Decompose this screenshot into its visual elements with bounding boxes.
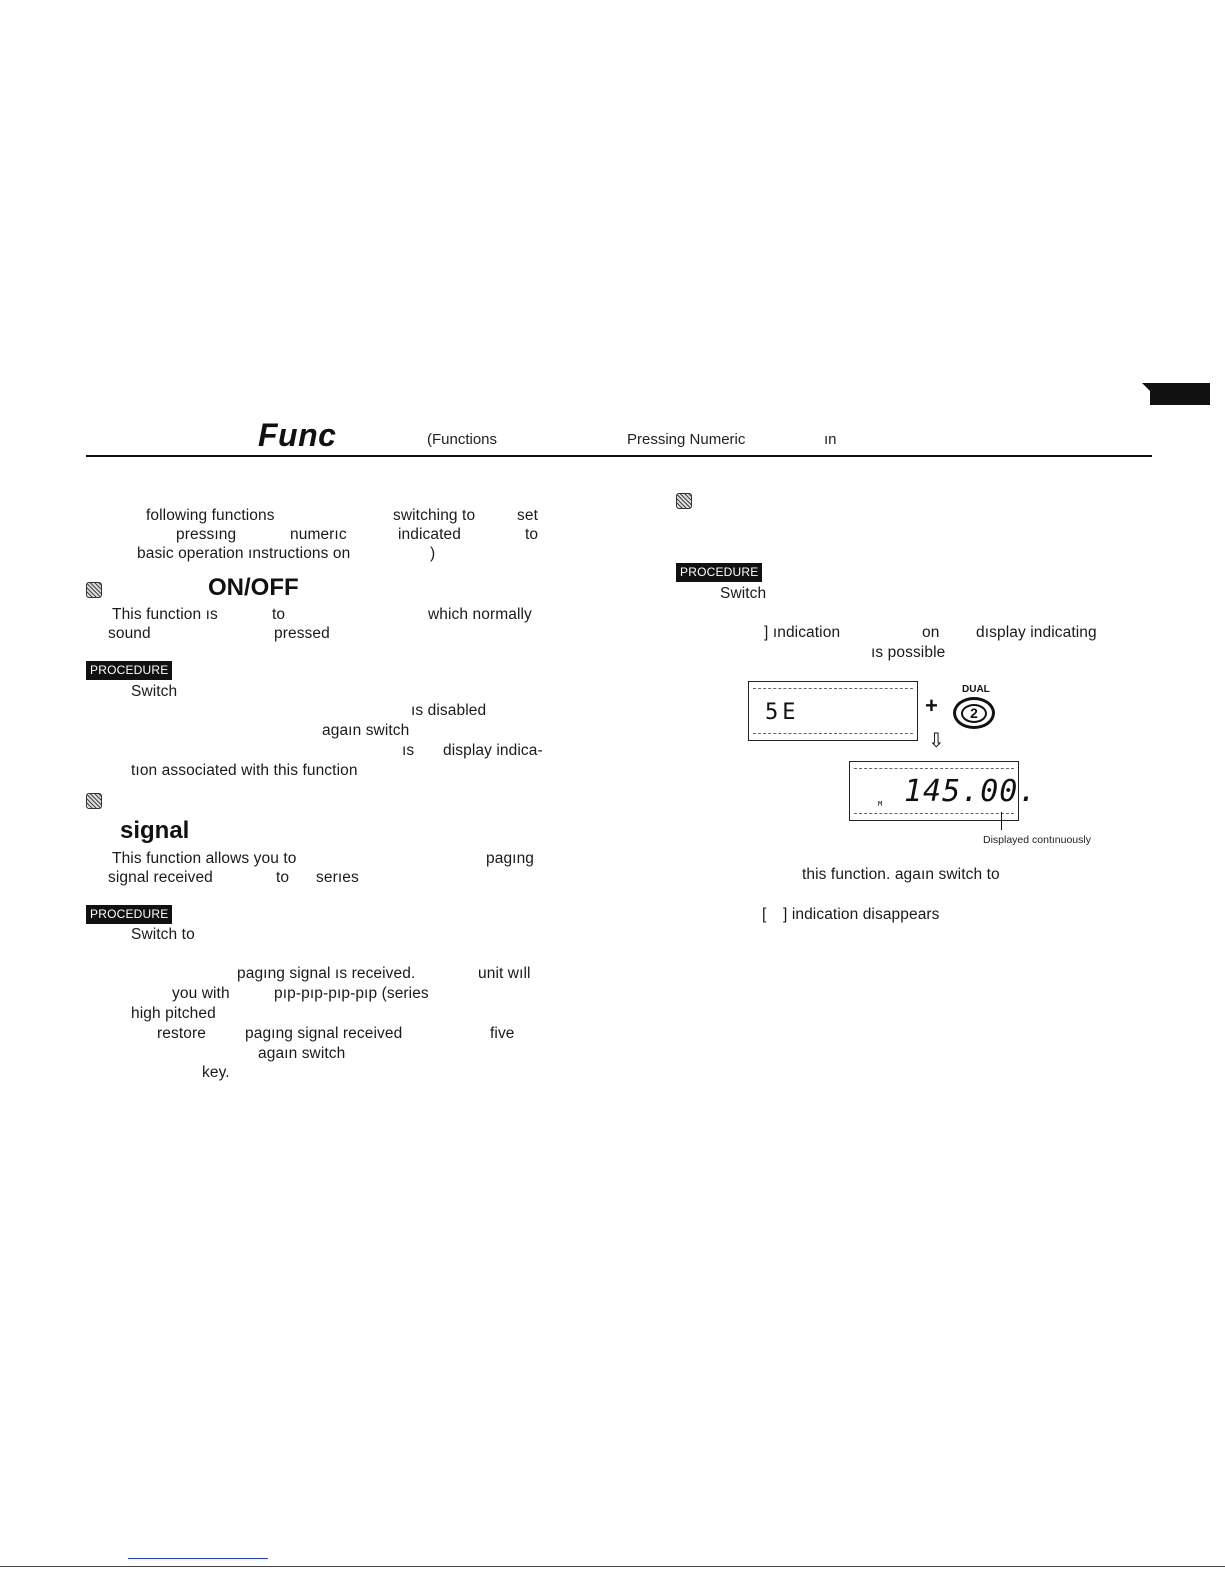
page-bottom-border xyxy=(0,1566,1225,1567)
section2-step7: key. xyxy=(202,1064,230,1081)
right-step3: ıs possible xyxy=(871,644,946,661)
section1-step4a: ıs xyxy=(402,742,415,759)
pointer-line xyxy=(1001,812,1002,830)
intro-line-1c: set xyxy=(517,507,538,524)
intro-line-2a: pressıng xyxy=(176,526,237,543)
section2-heading: signal xyxy=(120,817,190,844)
section2-step1: Switch to xyxy=(131,926,195,943)
right-step1: Switch xyxy=(720,585,767,602)
section1-p2a: sound xyxy=(108,625,151,642)
section2-step6: agaın switch xyxy=(258,1045,346,1062)
intro-line-1a: following functions xyxy=(146,507,275,524)
right-step5b: ] indication disappears xyxy=(783,906,940,923)
right-step2c: dısplay indicating xyxy=(976,624,1097,641)
header-in: ın xyxy=(824,431,837,448)
displayed-caption: Displayed contınuously xyxy=(983,834,1091,846)
section2-step5b: pagıng signal received xyxy=(245,1025,403,1042)
header-pressing-numeric: Pressing Numeric xyxy=(627,431,746,448)
down-arrow-icon: ⇩ xyxy=(928,730,945,752)
dual-2-key-icon xyxy=(953,697,995,729)
lcd-display-before xyxy=(748,681,918,741)
section2-step5a: restore xyxy=(157,1025,206,1042)
section1-step2: ıs disabled xyxy=(411,702,487,719)
page-title: Func xyxy=(258,417,337,453)
page-tab-marker xyxy=(1150,383,1210,405)
section2-step3b: pıp-pıp-pıp-pıp (series xyxy=(274,985,429,1002)
right-step5a: [ xyxy=(762,906,767,923)
section2-step4: high pitched xyxy=(131,1005,216,1022)
section-bullet-icon xyxy=(676,493,692,509)
lcd-display-after xyxy=(849,761,1038,821)
section1-step4b: display indica- xyxy=(443,742,543,759)
intro-line-1b: switching to xyxy=(393,507,476,524)
intro-line-2c: indicated xyxy=(398,526,461,543)
procedure-badge: PROCEDURE xyxy=(86,905,172,924)
section2-p2b: to xyxy=(276,869,290,886)
key-number: 2 xyxy=(961,704,987,723)
right-step2b: on xyxy=(922,624,940,641)
section2-p2c: serıes xyxy=(316,869,359,886)
header-functions: (Functions xyxy=(427,431,498,448)
header-rule xyxy=(86,455,1152,457)
dual-key-label: DUAL xyxy=(962,684,990,695)
section1-step1: Switch xyxy=(131,683,178,700)
intro-line-3a: basic operation ınstructions on xyxy=(137,545,351,562)
hyperlink-underline[interactable] xyxy=(128,1558,268,1559)
section1-p2b: pressed xyxy=(274,625,330,642)
lcd-frequency: 145.00. xyxy=(904,774,1038,809)
section2-p2a: signal received xyxy=(108,869,213,886)
section2-p1a: This function allows you to xyxy=(112,850,297,867)
section2-step2b: unit wıll xyxy=(478,965,531,982)
section2-step5c: five xyxy=(490,1025,515,1042)
lcd-m-indicator: M xyxy=(878,800,883,808)
section2-step2a: pagıng signal ıs received. xyxy=(237,965,416,982)
section1-step3: agaın switch xyxy=(322,722,410,739)
section1-heading: ON/OFF xyxy=(208,574,299,601)
section2-p1b: pagıng xyxy=(486,850,535,867)
procedure-badge: PROCEDURE xyxy=(676,563,762,582)
section2-step3a: you with xyxy=(172,985,230,1002)
section-bullet-icon xyxy=(86,793,102,809)
section1-p1a: This function ıs xyxy=(112,606,218,623)
plus-sign: + xyxy=(925,693,938,718)
section1-p1c: which normally xyxy=(428,606,532,623)
right-step2a: ] ındication xyxy=(764,624,841,641)
lcd-se-text: 5E xyxy=(765,700,800,725)
section1-step5: tıon associated with this function xyxy=(131,762,358,779)
right-step4: this function. agaın switch to xyxy=(802,866,1000,883)
section1-p1b: to xyxy=(272,606,286,623)
procedure-badge: PROCEDURE xyxy=(86,661,172,680)
intro-line-3b: ) xyxy=(430,545,436,562)
intro-line-2d: to xyxy=(525,526,539,543)
intro-line-2b: numerıc xyxy=(290,526,347,543)
section-bullet-icon xyxy=(86,582,102,598)
